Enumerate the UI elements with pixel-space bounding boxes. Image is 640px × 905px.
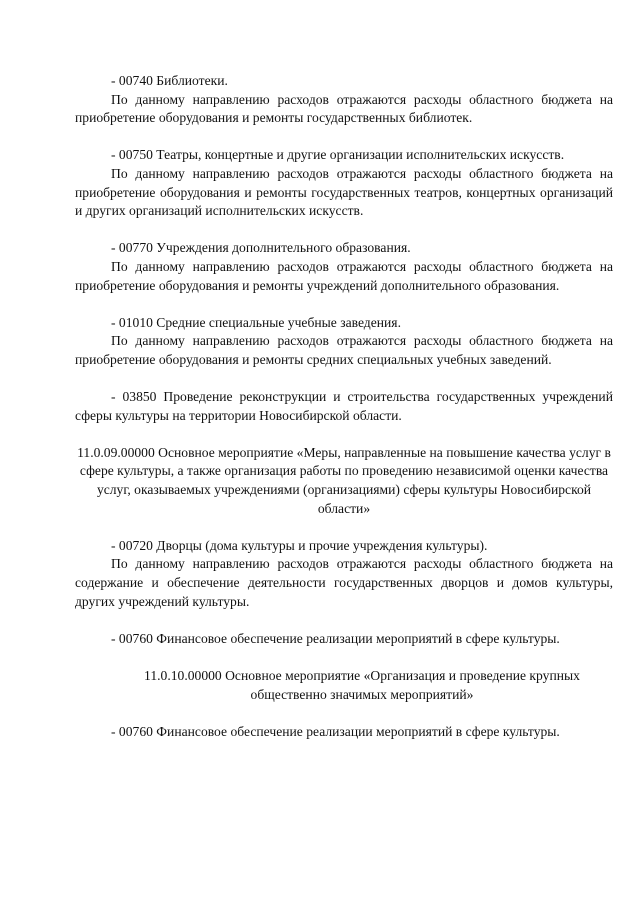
- section-heading-11-0-09: 11.0.09.00000 Основное мероприятие «Меры, направленные на повышение качества услуг в сфере культуры, а также организация работы по проведению независимой оценки качества услуг, оказываемых учреждениями (организациями) сферы культуры Новосибирской области»: [77, 444, 611, 516]
- code-item-00760: - 00760 Финансовое обеспечение реализации мероприятий в сфере культуры.: [111, 723, 560, 739]
- section-heading-11-0-10: 11.0.10.00000 Основное мероприятие «Организация и проведение крупных общественно значимых мероприятий»: [144, 668, 580, 702]
- code-item-description: По данному направлению расходов отражаются расходы областного бюджета на приобретение оборудования и ремонты средних специальных учебных заведений.: [75, 333, 613, 367]
- paragraph-gap: [75, 370, 613, 389]
- code-item-00770: - 00770 Учреждения дополнительного образования.: [111, 240, 411, 256]
- code-item-description: По данному направлению расходов отражаются расходы областного бюджета на приобретение оборудования и ремонты государственных библиотек.: [75, 91, 613, 126]
- code-item-00740: - 00740 Библиотеки.: [111, 73, 228, 88]
- paragraph-gap: [75, 518, 613, 537]
- paragraph-gap: [75, 648, 613, 667]
- code-item-01010: - 01010 Средние специальные учебные заведения.: [111, 314, 401, 330]
- code-item-03850: - 03850 Проведение реконструкции и строительства государственных учреждений сферы культуры на территории Новосибирской области.: [75, 389, 613, 423]
- paragraph-gap: [75, 611, 613, 630]
- document-page: [75, 72, 613, 741]
- code-item-description: По данному направлению расходов отражаются расходы областного бюджета на приобретение оборудования и ремонты учреждений дополнительного образования.: [75, 258, 613, 293]
- code-item-00750: - 00750 Театры, концертные и другие организации исполнительских искусств.: [111, 147, 565, 163]
- code-item-00720: - 00720 Дворцы (дома культуры и прочие учреждения культуры).: [111, 537, 488, 553]
- code-item-description: По данному направлению расходов отражаются расходы областного бюджета на содержание и обеспечение деятельности государственных дворцов и домов культуры, других учреждений культуры.: [75, 556, 613, 609]
- paragraph-gap: [75, 295, 613, 314]
- paragraph-gap: [75, 128, 613, 147]
- code-item-00760: - 00760 Финансовое обеспечение реализации мероприятий в сфере культуры.: [111, 630, 560, 646]
- paragraph-gap: [75, 425, 613, 444]
- code-item-description: По данному направлению расходов отражаются расходы областного бюджета на приобретение оборудования и ремонты государственных театров, концертных организаций и других организаций исполнительских искусств.: [75, 165, 613, 219]
- paragraph-gap: [75, 704, 613, 723]
- paragraph-gap: [75, 221, 613, 240]
